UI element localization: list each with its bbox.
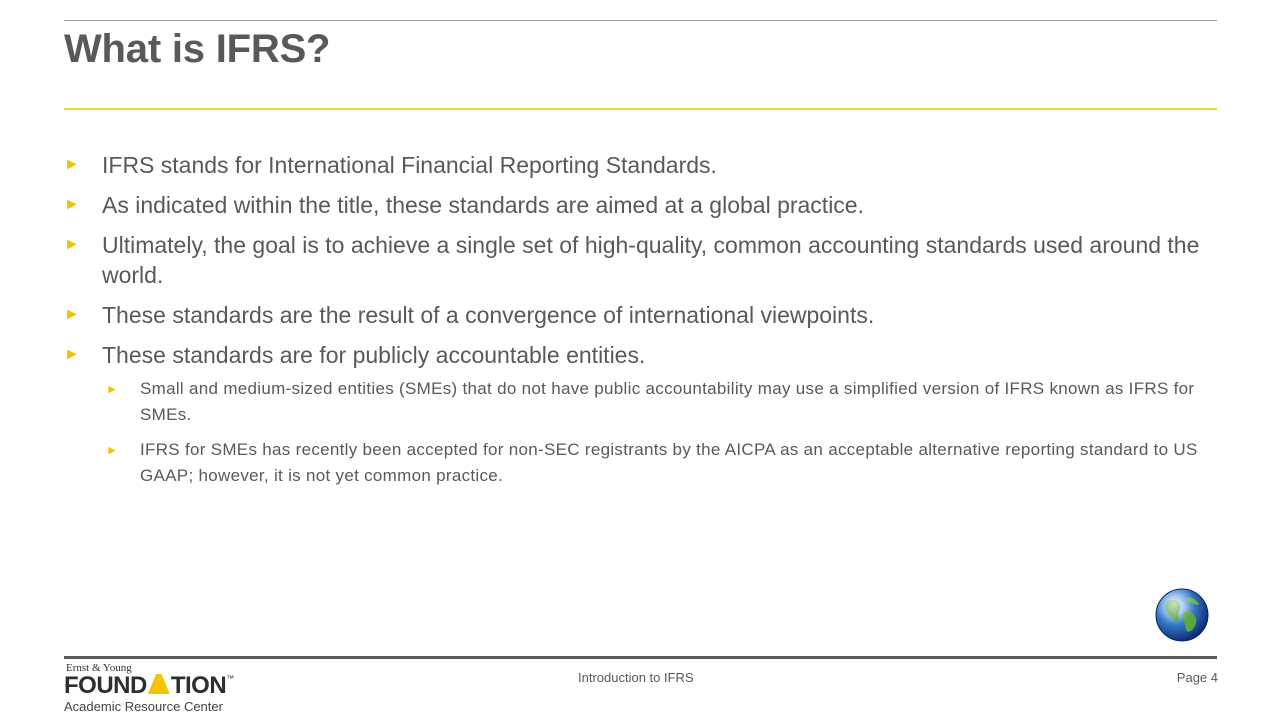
sub-bullet-text: IFRS for SMEs has recently been accepted for non-SEC registrants by the AICPA as an acceptable alternative reporting standard to US GAAP; however, it is not yet common practice. xyxy=(140,440,1198,485)
bullet-text: These standards are for publicly accountable entities. xyxy=(102,342,646,368)
logo-tion-text: TION xyxy=(170,672,227,699)
footer-title: Introduction to IFRS xyxy=(578,670,694,685)
bullet-marker-icon: ► xyxy=(106,382,119,396)
bullet-item xyxy=(64,340,1214,370)
bullet-marker-icon: ► xyxy=(64,236,80,253)
bullet-marker-icon: ► xyxy=(106,443,119,457)
logo-main-text xyxy=(64,672,234,700)
bullet-marker-icon: ► xyxy=(64,196,80,213)
bullet-item xyxy=(64,300,1214,330)
logo-found-text: FOUND xyxy=(64,672,147,699)
sub-bullet-item xyxy=(64,437,1214,489)
footer-rule xyxy=(64,656,1217,659)
bullet-list xyxy=(64,150,1214,498)
bullet-marker-icon: ► xyxy=(64,306,80,323)
bullet-marker-icon: ► xyxy=(64,346,80,363)
sub-bullet-text: Small and medium-sized entities (SMEs) that do not have public accountability may use a simplified version of IFRS known as IFRS for SMEs. xyxy=(140,379,1195,424)
ernst-young-foundation-logo xyxy=(64,662,244,714)
logo-top-text: Ernst & Young xyxy=(66,662,132,674)
slide-title: What is IFRS? xyxy=(64,27,331,71)
bullet-item xyxy=(64,230,1214,290)
bullet-item xyxy=(64,190,1214,220)
bullet-item xyxy=(64,150,1214,180)
page-number: Page 4 xyxy=(1176,670,1218,685)
title-underline xyxy=(64,108,1217,110)
bullet-text: These standards are the result of a convergence of international viewpoints. xyxy=(102,302,875,328)
bullet-text: Ultimately, the goal is to achieve a single set of high-quality, common accounting standards used around the world. xyxy=(102,232,1200,288)
bullet-text: IFRS stands for International Financial Reporting Standards. xyxy=(102,152,717,178)
logo-tm: ™ xyxy=(226,674,234,683)
logo-a-mark-icon xyxy=(148,674,170,694)
bullet-marker-icon: ► xyxy=(64,156,80,173)
bullet-text: As indicated within the title, these standards are aimed at a global practice. xyxy=(102,192,864,218)
logo-subtitle: Academic Resource Center xyxy=(64,699,223,714)
globe-icon xyxy=(1155,588,1209,642)
sub-bullet-item xyxy=(64,376,1214,428)
top-rule xyxy=(64,20,1217,21)
